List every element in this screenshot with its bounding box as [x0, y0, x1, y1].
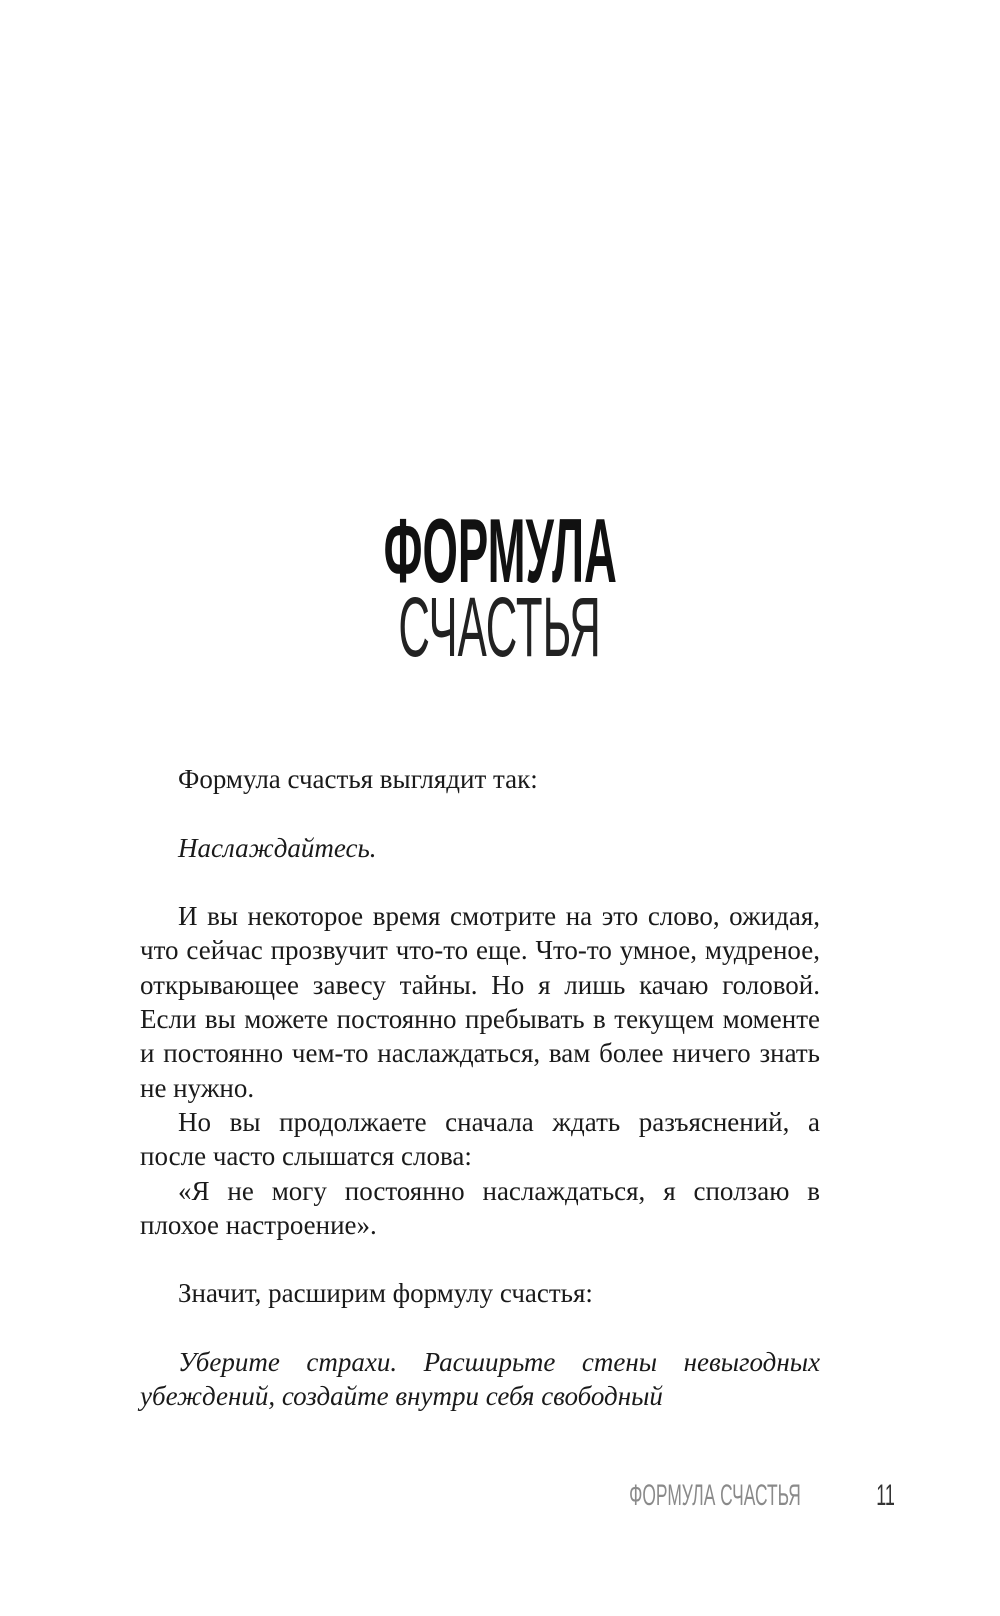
paragraph-intro: Формула счастья выглядит так: — [178, 764, 538, 794]
paragraph-spacer — [140, 796, 820, 830]
paragraph-enjoy: Наслаждайтесь. — [178, 832, 377, 863]
page-number-text: 11 — [876, 1479, 896, 1512]
paragraph-spacer — [140, 865, 820, 899]
running-footer-title-text: ФОРМУЛА СЧАСТЬЯ — [629, 1479, 801, 1512]
chapter-title-bold-text: ФОРМУЛА — [383, 501, 617, 602]
paragraph-spacer — [140, 1311, 820, 1345]
paragraph-waiting: Но вы продолжаете сначала ждать разъяснений, а после часто слышатся слова: — [140, 1106, 820, 1172]
chapter-body — [140, 762, 820, 1414]
page-number — [866, 1481, 906, 1511]
paragraph-expand: Значит, расширим формулу счастья: — [178, 1278, 593, 1309]
running-footer-title — [565, 1481, 865, 1511]
paragraph-spacer — [140, 1242, 820, 1276]
chapter-title-thin-text: СЧАСТЬЯ — [398, 580, 602, 674]
paragraph-quote: «Я не могу постоянно наслаждаться, я сползаю в плохое настроение». — [140, 1175, 820, 1240]
chapter-title-thin — [0, 580, 1000, 674]
paragraph-explanation: И вы некоторое время смотрите на это слово, ожидая, что сейчас прозвучит что-то еще. Что-то умное, мудреное, открывающее завесу тайны. Но я лишь качаю головой. Если вы можете постоянно пребывать в текущем моменте и постоянно чем-то наслаждаться, вам более ничего знать не нужно. — [140, 901, 820, 1103]
paragraph-remove-fears: Уберите страхи. Расширьте стены невыгодных убеждений, создайте внутри себя свободный — [140, 1347, 820, 1412]
